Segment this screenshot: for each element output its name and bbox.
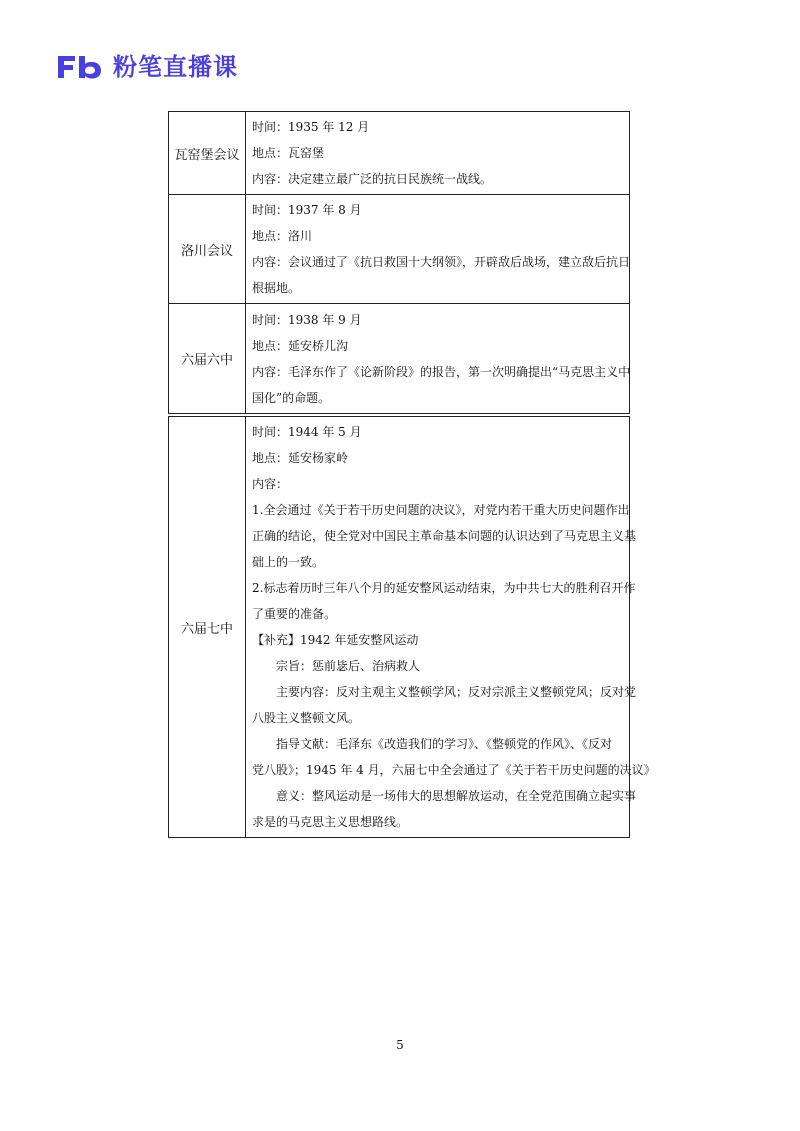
meeting-details (246, 112, 630, 195)
detail-line: 时间：1944 年 5 月 (252, 425, 362, 439)
meeting-details (246, 417, 656, 838)
meeting-name: 瓦窑堡会议 (169, 112, 246, 195)
fb-logo-icon (55, 52, 105, 82)
detail-line: 内容：决定建立最广泛的抗日民族统一战线。 (252, 172, 493, 186)
logo (55, 52, 238, 82)
table-row (169, 112, 630, 195)
detail-line: 地点：瓦窑堡 (252, 146, 325, 160)
meeting-name: 六届六中 (169, 304, 246, 414)
detail-line: 内容：毛泽东作了《论新阶段》的报告，第一次明确提出“马克思主义中 (252, 364, 631, 379)
detail-line: 意义：整风运动是一场伟大的思想解放运动，在全党范围确立起实事 (276, 789, 637, 803)
supplement-heading: 【补充】1942 年延安整风运动 (252, 633, 419, 647)
detail-line: 根据地。 (252, 281, 301, 295)
detail-line: 正确的结论，使全党对中国民主革命基本问题的认识达到了马克思主义基 (252, 529, 637, 543)
detail-line: 主要内容：反对主观主义整顿学风；反对宗派主义整顿党风；反对党 (276, 685, 637, 699)
logo-text: 粉笔直播课 (113, 53, 238, 81)
meeting-name: 洛川会议 (169, 195, 246, 304)
meeting-details (246, 304, 630, 414)
detail-line: 地点：延安杨家岭 (252, 451, 349, 465)
detail-line: 求是的马克思主义思想路线。 (252, 815, 409, 829)
meeting-details (246, 195, 630, 304)
detail-line: 党八股》；1945 年 4 月，六届七中全会通过了《关于若干历史问题的决议》 (252, 763, 656, 777)
detail-line: 指导文献：毛泽东《改造我们的学习》、《整顿党的作风》、《反对 (276, 737, 613, 751)
table-row (169, 417, 630, 838)
table-row (169, 195, 630, 304)
detail-line: 时间：1935 年 12 月 (252, 120, 370, 134)
detail-line: 了重要的准备。 (252, 607, 337, 621)
detail-line: 2.标志着历时三年八个月的延安整风运动结束，为中共七大的胜利召开作 (252, 581, 636, 595)
meeting-table-continued (168, 416, 656, 838)
meetings-table (168, 111, 630, 414)
detail-line: 1.全会通过《关于若干历史问题的决议》，对党内若干重大历史问题作出 (252, 503, 630, 517)
detail-line: 地点：洛川 (252, 229, 313, 243)
detail-line: 内容： (252, 477, 289, 491)
detail-line: 国化”的命题。 (252, 390, 331, 405)
detail-line: 内容：会议通过了《抗日救国十大纲领》，开辟敌后战场，建立敌后抗日 (252, 255, 631, 269)
detail-line: 地点：延安桥儿沟 (252, 338, 349, 353)
detail-line: 时间：1937 年 8 月 (252, 203, 362, 217)
table-row (169, 304, 630, 414)
detail-line: 宗旨：惩前毖后、治病救人 (276, 659, 421, 673)
meeting-name: 六届七中 (169, 417, 246, 838)
page-number: 5 (396, 1038, 404, 1052)
detail-line: 础上的一致。 (252, 555, 325, 569)
detail-line: 八股主义整顿文风。 (252, 711, 361, 725)
detail-line: 时间：1938 年 9 月 (252, 312, 362, 327)
